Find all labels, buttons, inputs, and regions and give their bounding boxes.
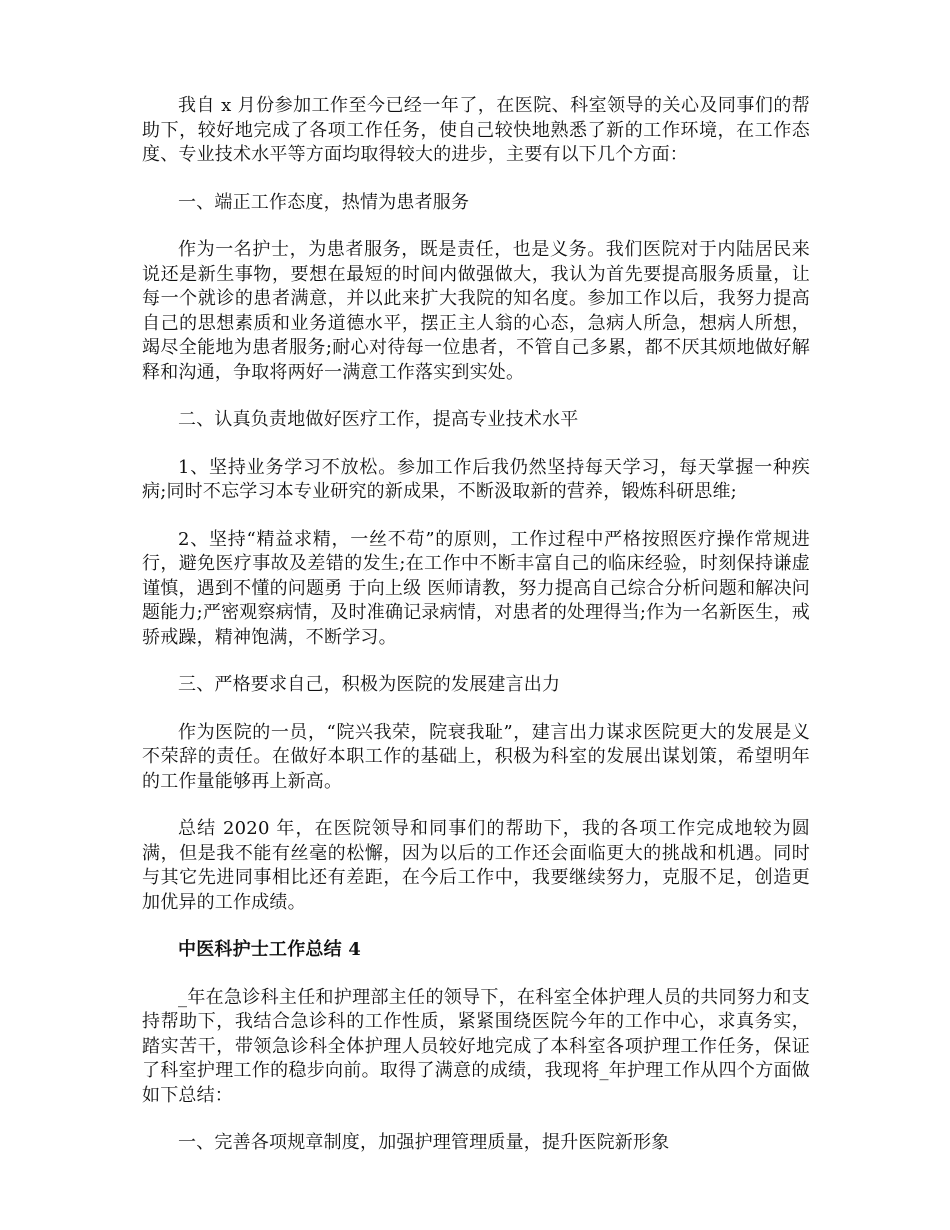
section-heading-4: 一、完善各项规章制度，加强护理管理质量，提升医院新形象 [178,1132,670,1153]
intro-paragraph: 我自 x 月份参加工作至今已经一年了，在医院、科室领导的关心及同事们的帮助下，较好地完成了各项工作任务，使自己较快地熟悉了新的工作环境，在工作态度、专业技术水平等方面均取得较大的进步，主要有以下几个方面： [142,95,810,165]
section-heading-3: 三、严格要求自己，积极为医院的发展建言出力 [178,674,561,695]
paragraph-emergency: _年在急诊科主任和护理部主任的领导下，在科室全体护理人员的共同努力和支持帮助下，我结合急诊科的工作性质，紧紧围绕医院今年的工作中心，求真务实，踏实苦干，带领急诊科全体护理人员较好地完成了本科室各项护理工作任务，保证了科室护理工作的稳步向前。取得了满意的成绩，我现将_年护理工作从四个方面做如下总结： [142,986,810,1106]
article-title: 中医科护士工作总结 4 [178,939,361,960]
paragraph-contribution: 作为医院的一员，“院兴我荣，院衰我耻”，建言出力谋求医院更大的发展是义不荣辞的责任。在做好本职工作的基础上，积极为科室的发展出谋划策，希望明年的工作量能够再上新高。 [142,721,810,792]
paragraph-summary: 总结 2020 年，在医院领导和同事们的帮助下，我的各项工作完成地较为圆满，但是我不能有丝毫的松懈，因为以后的工作还会面临更大的挑战和机遇。同时与其它先进同事相比还有差距，在今后工作中，我要继续努力，克服不足，创造更加优异的工作成绩。 [142,818,810,913]
paragraph-principle: 2、坚持“精益求精，一丝不苟”的原则，工作过程中严格按照医疗操作常规进行，避免医疗事故及差错的发生;在工作中不断丰富自己的临床经验，时刻保持谦虚谨慎，遇到不懂的问题勇 于向上级 医师请教，努力提高自己综合分析问题和解决问题能力;严密观察病情，及时准确记录病情，对患者的处理得当;作为一名新医生，戒骄戒躁，精神饱满，不断学习。 [142,528,810,648]
paragraph-study: 1、坚持业务学习不放松。参加工作后我仍然坚持每天学习，每天掌握一种疾病;同时不忘学习本专业研究的新成果，不断汲取新的营养，锻炼科研思维; [142,456,810,502]
document-body [142,94,810,1156]
section-heading-2: 二、认真负责地做好医疗工作，提高专业技术水平 [178,409,579,430]
paragraph-service: 作为一名护士，为患者服务，既是责任，也是义务。我们医院对于内陆居民来说还是新生事物，要想在最短的时间内做强做大，我认为首先要提高服务质量，让每一个就诊的患者满意，并以此来扩大我院的知名度。参加工作以后，我努力提高自己的思想素质和业务道德水平，摆正主人翁的心态，急病人所急，想病人所想，竭尽全能地为患者服务;耐心对待每一位患者，不管自己多累，都不厌其烦地做好解释和沟通，争取将两好一满意工作落实到实处。 [142,239,810,383]
section-heading-1: 一、端正工作态度，热情为患者服务 [178,191,470,213]
